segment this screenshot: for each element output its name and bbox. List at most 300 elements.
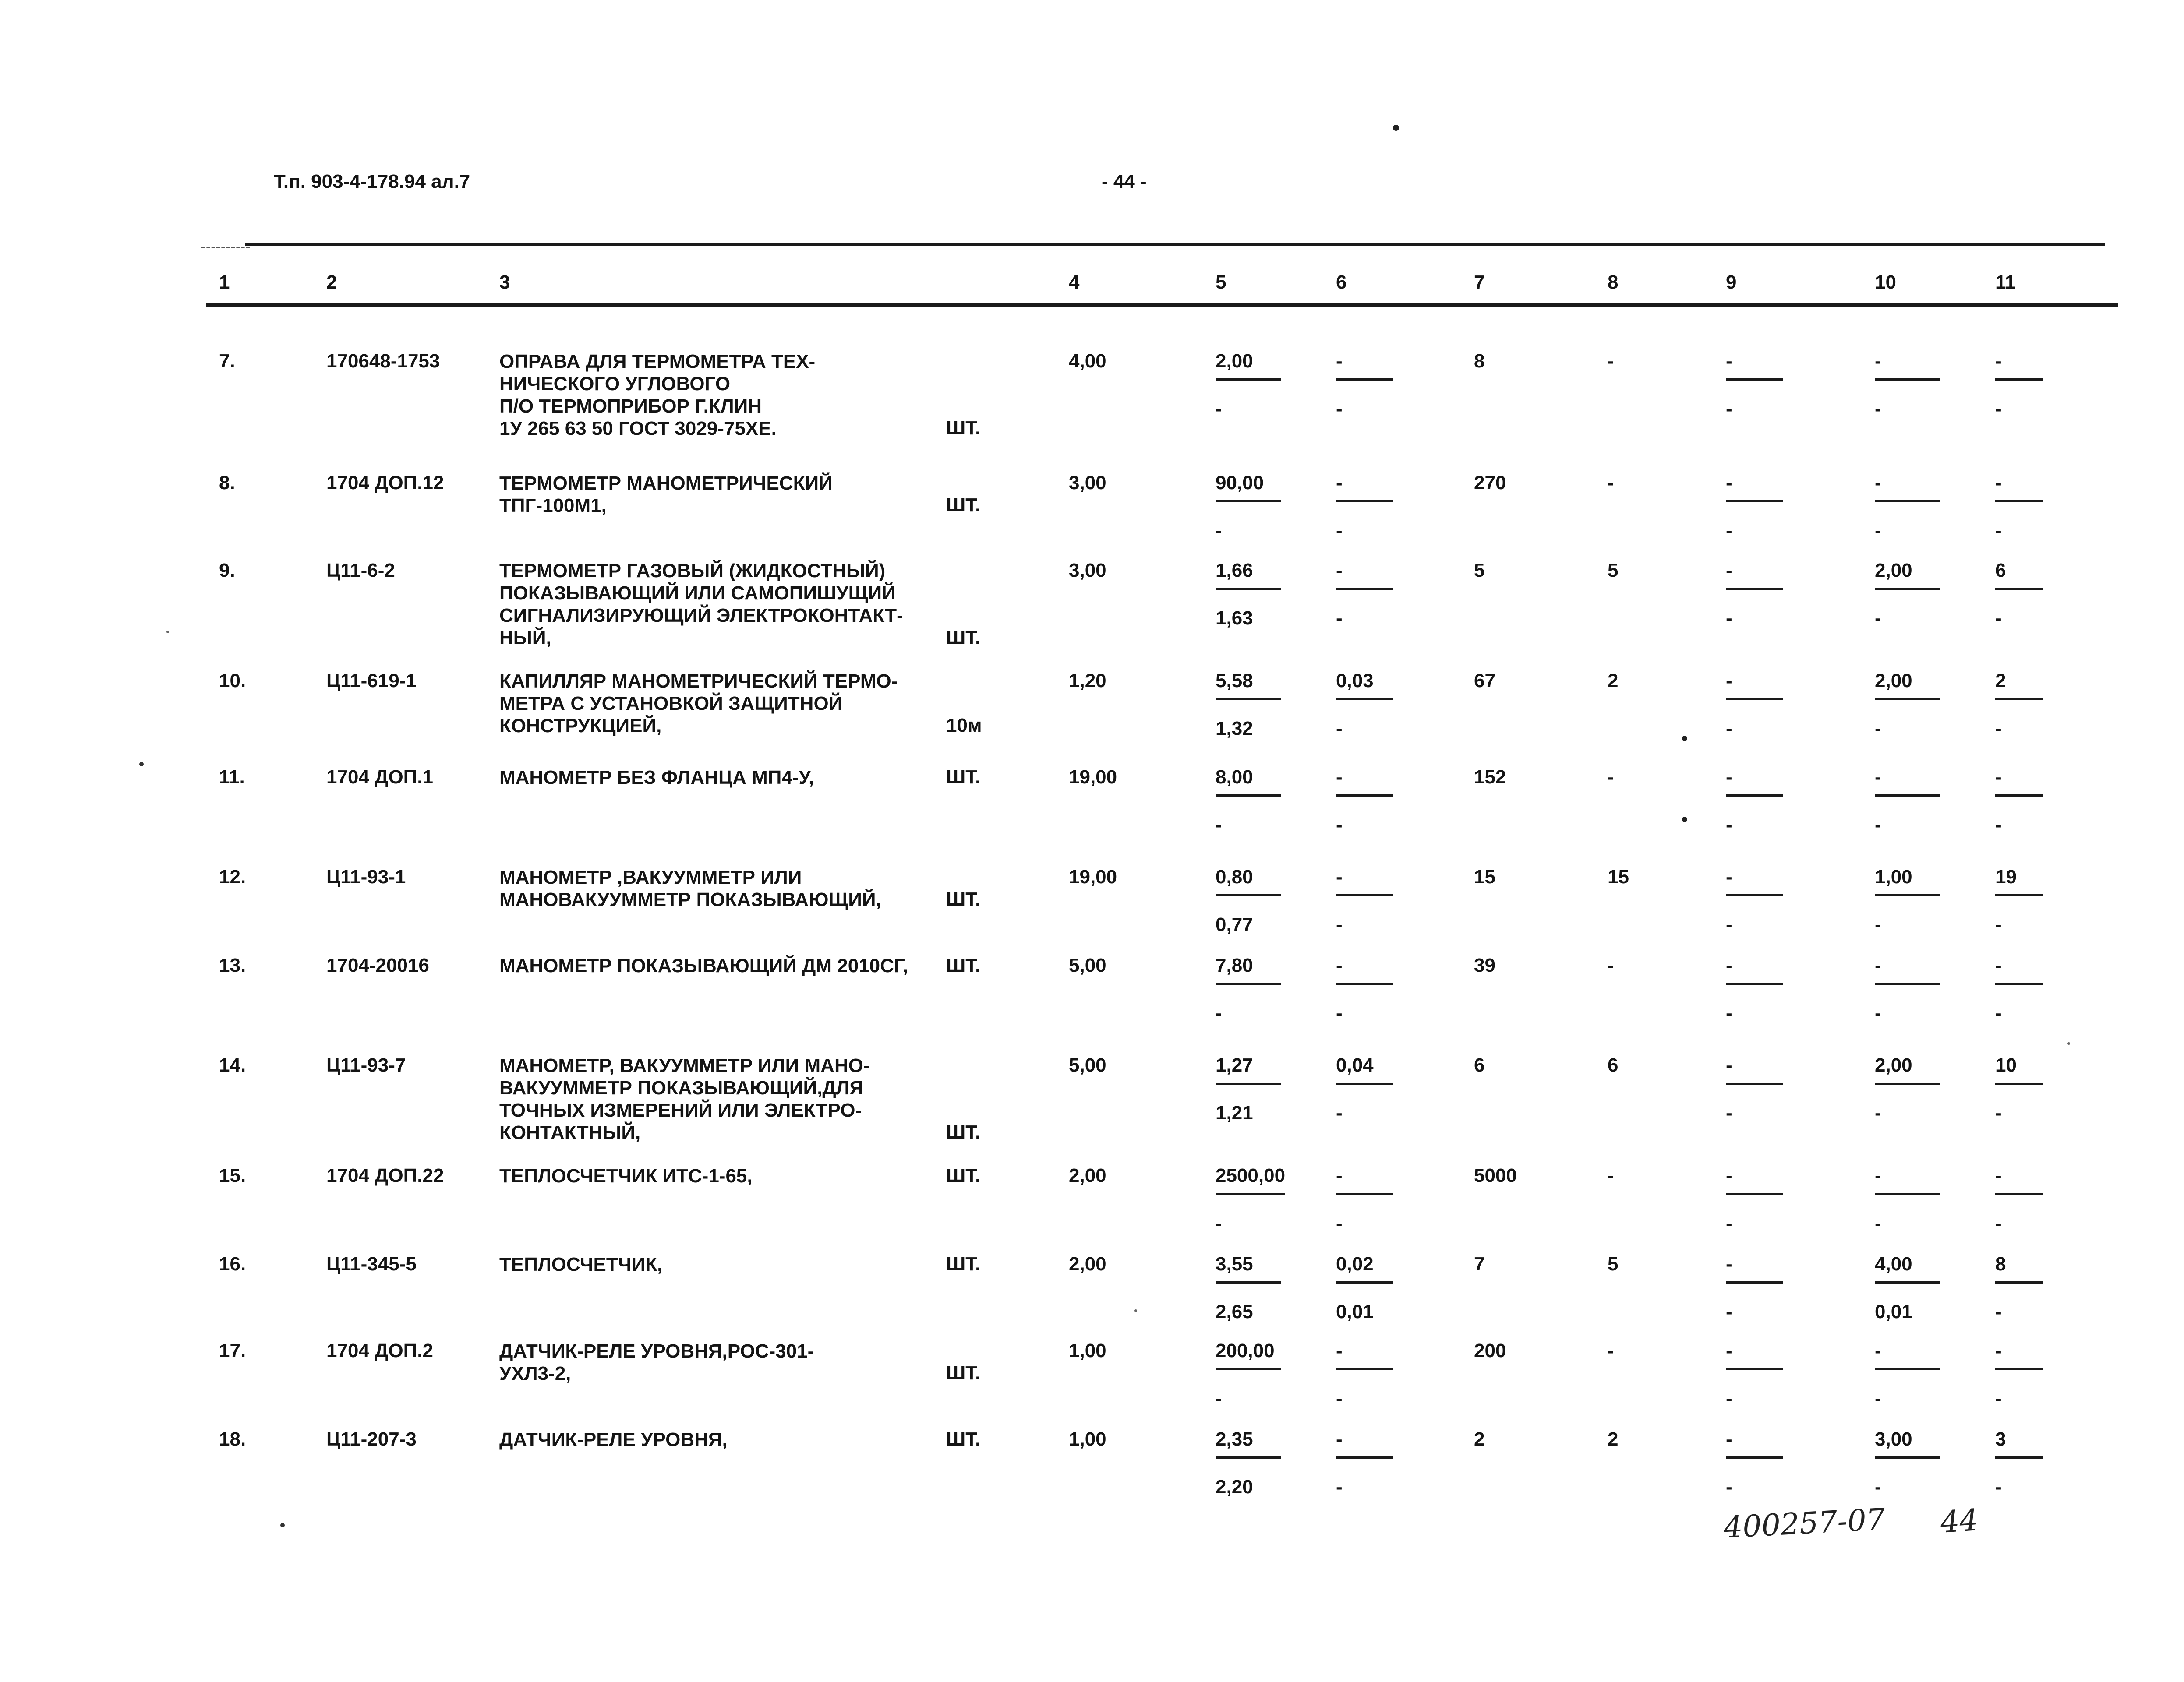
fraction-numerator: - <box>1875 766 1940 797</box>
fraction-denominator: - <box>1216 398 1222 420</box>
fraction-c6 <box>1336 560 1393 629</box>
fraction-denominator: - <box>1336 1388 1343 1409</box>
item-name-line: ДАТЧИК-РЕЛЕ УРОВНЯ, <box>499 1429 728 1450</box>
row-number: 17. <box>219 1340 246 1361</box>
fraction-numerator: - <box>1995 955 2043 985</box>
fraction-denominator: - <box>1726 1102 1732 1124</box>
fraction-c11 <box>1995 1428 2043 1498</box>
fraction-c11 <box>1995 955 2043 1024</box>
quantity: 1,00 <box>1069 1340 1106 1361</box>
fraction-c9 <box>1726 1253 1783 1323</box>
fraction-c11 <box>1995 1253 2043 1323</box>
quantity: 3,00 <box>1069 472 1106 494</box>
fraction-c5 <box>1216 560 1281 629</box>
fraction-c11 <box>1995 1165 2043 1234</box>
row-number: 12. <box>219 866 246 888</box>
fraction-denominator: - <box>1726 914 1732 935</box>
fraction-denominator: - <box>1726 1301 1732 1322</box>
column-number-4: 4 <box>1069 272 1080 293</box>
fraction-numerator: 2,00 <box>1875 1054 1940 1085</box>
fraction-c10 <box>1875 955 1940 1024</box>
fraction-numerator: - <box>1336 1428 1393 1459</box>
item-code: 1704 ДОП.2 <box>326 1340 433 1361</box>
unit: ШТ. <box>946 417 981 439</box>
fraction-numerator: - <box>1995 766 2043 797</box>
item-code: 170648-1753 <box>326 350 440 372</box>
top-rule-dashed <box>201 247 250 250</box>
fraction-denominator: - <box>1726 1002 1732 1024</box>
fraction-c6 <box>1336 1340 1393 1410</box>
column-number-3: 3 <box>499 272 510 293</box>
fraction-numerator: - <box>1995 350 2043 381</box>
fraction-denominator: - <box>1875 1388 1881 1409</box>
fraction-c5 <box>1216 1054 1281 1124</box>
fraction-numerator: 3 <box>1995 1428 2043 1459</box>
fraction-numerator: 2500,00 <box>1216 1165 1285 1195</box>
column-7-value: 5000 <box>1474 1165 1517 1186</box>
fraction-denominator: - <box>1995 914 2002 935</box>
fraction-denominator: - <box>1875 398 1881 420</box>
fraction-denominator: - <box>1875 1213 1881 1234</box>
fraction-c11 <box>1995 866 2043 936</box>
column-8-value: - <box>1608 1340 1614 1361</box>
item-name-line: ТЕПЛОСЧЕТЧИК, <box>499 1254 663 1275</box>
fraction-c9 <box>1726 866 1783 936</box>
fraction-numerator: - <box>1875 472 1940 502</box>
scan-speck <box>1682 736 1687 741</box>
item-name-line: НИЧЕСКОГО УГЛОВОГО <box>499 373 731 395</box>
fraction-c5 <box>1216 1340 1281 1410</box>
fraction-numerator: 90,00 <box>1216 472 1281 502</box>
column-number-9: 9 <box>1726 272 1737 293</box>
row-number: 16. <box>219 1253 246 1275</box>
item-name-line: ТПГ-100М1, <box>499 495 607 516</box>
fraction-c9 <box>1726 766 1783 836</box>
column-number-5: 5 <box>1216 272 1226 293</box>
item-name-line: МЕТРА С УСТАНОВКОЙ ЗАЩИТНОЙ <box>499 693 843 714</box>
fraction-denominator: - <box>1875 718 1881 739</box>
fraction-c10 <box>1875 1340 1940 1410</box>
fraction-denominator: - <box>1995 398 2002 420</box>
fraction-c9 <box>1726 1340 1783 1410</box>
item-code: 1704 ДОП.1 <box>326 766 433 788</box>
fraction-numerator: 3,00 <box>1875 1428 1940 1459</box>
item-code: Ц11-6-2 <box>326 560 395 581</box>
item-code: Ц11-207-3 <box>326 1428 417 1450</box>
row-number: 18. <box>219 1428 246 1450</box>
item-code: 1704-20016 <box>326 955 429 976</box>
unit: ШТ. <box>946 1362 981 1384</box>
fraction-numerator: 1,27 <box>1216 1054 1281 1085</box>
fraction-denominator: - <box>1336 1102 1343 1124</box>
fraction-denominator: - <box>1995 814 2002 836</box>
quantity: 2,00 <box>1069 1165 1106 1186</box>
fraction-c5 <box>1216 1428 1281 1498</box>
fraction-denominator: 2,20 <box>1216 1476 1253 1498</box>
fraction-c6 <box>1336 866 1393 936</box>
fraction-c9 <box>1726 560 1783 629</box>
item-code: Ц11-345-5 <box>326 1253 417 1275</box>
item-code: Ц11-93-1 <box>326 866 406 888</box>
column-7-value: 5 <box>1474 560 1485 581</box>
fraction-c6 <box>1336 1165 1393 1234</box>
item-name <box>499 1253 662 1276</box>
fraction-numerator: - <box>1336 472 1393 502</box>
fraction-c5 <box>1216 766 1281 836</box>
page-number: - 44 - <box>1102 171 1147 192</box>
fraction-denominator: - <box>1726 814 1732 836</box>
fraction-denominator: - <box>1875 1002 1881 1024</box>
fraction-c9 <box>1726 1428 1783 1498</box>
quantity: 1,20 <box>1069 670 1106 691</box>
fraction-c10 <box>1875 1428 1940 1498</box>
item-name-line: 1У 265 63 50 ГОСТ 3029-75ХЕ. <box>499 418 777 439</box>
item-name-line: МАНОМЕТР ,ВАКУУММЕТР ИЛИ <box>499 867 802 888</box>
fraction-denominator: - <box>1995 1476 2002 1498</box>
fraction-numerator: 2,00 <box>1216 350 1281 381</box>
fraction-denominator: - <box>1995 1102 2002 1124</box>
fraction-c5 <box>1216 1253 1281 1323</box>
fraction-c5 <box>1216 670 1281 740</box>
item-name <box>499 1428 728 1451</box>
column-8-value: - <box>1608 472 1614 494</box>
fraction-denominator: 2,65 <box>1216 1301 1253 1322</box>
fraction-numerator: - <box>1995 472 2043 502</box>
fraction-numerator: - <box>1336 1165 1393 1195</box>
fraction-numerator: - <box>1875 1340 1940 1370</box>
fraction-denominator: - <box>1336 1476 1343 1498</box>
scan-speck <box>2067 1042 2070 1045</box>
fraction-denominator: - <box>1336 520 1343 541</box>
scan-speck <box>280 1523 285 1527</box>
fraction-c10 <box>1875 1165 1940 1234</box>
fraction-numerator: 2,35 <box>1216 1428 1281 1459</box>
column-8-value: 15 <box>1608 866 1629 888</box>
unit: ШТ. <box>946 766 981 788</box>
fraction-denominator: - <box>1726 520 1732 541</box>
fraction-numerator: 4,00 <box>1875 1253 1940 1284</box>
fraction-numerator: 2,00 <box>1875 560 1940 590</box>
fraction-numerator: - <box>1726 670 1783 700</box>
fraction-numerator: - <box>1336 866 1393 896</box>
item-name-line: МАНОВАКУУММЕТР ПОКАЗЫВАЮЩИЙ, <box>499 889 881 910</box>
fraction-numerator: - <box>1875 350 1940 381</box>
item-name-line: ВАКУУММЕТР ПОКАЗЫВАЮЩИЙ,ДЛЯ <box>499 1077 864 1099</box>
column-8-value: 2 <box>1608 1428 1619 1450</box>
item-name <box>499 955 908 977</box>
fraction-numerator: 0,03 <box>1336 670 1393 700</box>
scan-speck <box>1393 125 1399 131</box>
fraction-denominator: - <box>1875 607 1881 629</box>
fraction-denominator: - <box>1995 1301 2002 1322</box>
fraction-numerator: - <box>1726 1340 1783 1370</box>
fraction-c11 <box>1995 350 2043 420</box>
column-7-value: 200 <box>1474 1340 1506 1361</box>
column-8-value: - <box>1608 766 1614 788</box>
column-number-7: 7 <box>1474 272 1485 293</box>
column-7-value: 39 <box>1474 955 1495 976</box>
fraction-c6 <box>1336 766 1393 836</box>
item-name-line: МАНОМЕТР ПОКАЗЫВАЮЩИЙ ДМ 2010СГ, <box>499 955 908 977</box>
item-name-line: СИГНАЛИЗИРУЮЩИЙ ЭЛЕКТРОКОНТАКТ- <box>499 605 903 626</box>
fraction-denominator: 1,63 <box>1216 607 1253 629</box>
quantity: 3,00 <box>1069 560 1106 581</box>
scan-speck <box>1682 817 1687 822</box>
fraction-c10 <box>1875 472 1940 542</box>
fraction-denominator: - <box>1995 1213 2002 1234</box>
unit: ШТ. <box>946 1165 981 1186</box>
fraction-denominator: - <box>1726 1213 1732 1234</box>
header-rule <box>206 303 2118 307</box>
fraction-denominator: 0,77 <box>1216 914 1253 935</box>
fraction-denominator: - <box>1216 814 1222 836</box>
column-7-value: 270 <box>1474 472 1506 494</box>
column-8-value: - <box>1608 955 1614 976</box>
fraction-numerator: 0,80 <box>1216 866 1281 896</box>
fraction-numerator: 1,66 <box>1216 560 1281 590</box>
fraction-numerator: 3,55 <box>1216 1253 1281 1284</box>
quantity: 1,00 <box>1069 1428 1106 1450</box>
item-name-line: ТОЧНЫХ ИЗМЕРЕНИЙ ИЛИ ЭЛЕКТРО- <box>499 1100 862 1121</box>
fraction-numerator: 19 <box>1995 866 2043 896</box>
fraction-c10 <box>1875 1054 1940 1124</box>
column-7-value: 152 <box>1474 766 1506 788</box>
item-name-line: КОНТАКТНЫЙ, <box>499 1122 641 1143</box>
quantity: 4,00 <box>1069 350 1106 372</box>
fraction-denominator: - <box>1875 1102 1881 1124</box>
fraction-denominator: - <box>1216 520 1222 541</box>
fraction-numerator: 6 <box>1995 560 2043 590</box>
fraction-numerator: - <box>1726 560 1783 590</box>
unit: ШТ. <box>946 1121 981 1143</box>
column-8-value: 5 <box>1608 560 1619 581</box>
item-name-line: УХЛ3-2, <box>499 1363 571 1384</box>
quantity: 19,00 <box>1069 866 1117 888</box>
item-name <box>499 766 814 789</box>
fraction-denominator: 0,01 <box>1875 1301 1912 1322</box>
fraction-denominator: 0,01 <box>1336 1301 1374 1322</box>
fraction-denominator: - <box>1995 1388 2002 1409</box>
fraction-c10 <box>1875 866 1940 936</box>
item-code: 1704 ДОП.22 <box>326 1165 444 1186</box>
fraction-c11 <box>1995 670 2043 740</box>
fraction-c9 <box>1726 955 1783 1024</box>
unit: 10м <box>946 715 982 736</box>
column-number-1: 1 <box>219 272 230 293</box>
unit: ШТ. <box>946 889 981 910</box>
fraction-denominator: - <box>1216 1002 1222 1024</box>
fraction-denominator: 1,32 <box>1216 718 1253 739</box>
fraction-c6 <box>1336 350 1393 420</box>
item-name <box>499 866 881 911</box>
handwritten-page: 44 <box>1939 1503 1980 1540</box>
fraction-denominator: - <box>1336 914 1343 935</box>
fraction-c6 <box>1336 670 1393 740</box>
fraction-c10 <box>1875 1253 1940 1323</box>
item-name <box>499 560 903 649</box>
fraction-denominator: - <box>1216 1388 1222 1409</box>
row-number: 13. <box>219 955 246 976</box>
column-7-value: 8 <box>1474 350 1485 372</box>
row-number: 11. <box>219 766 245 788</box>
quantity: 5,00 <box>1069 1054 1106 1076</box>
unit: ШТ. <box>946 494 981 516</box>
fraction-c6 <box>1336 955 1393 1024</box>
fraction-c9 <box>1726 472 1783 542</box>
fraction-c6 <box>1336 1054 1393 1124</box>
fraction-denominator: - <box>1875 1476 1881 1498</box>
column-7-value: 6 <box>1474 1054 1485 1076</box>
item-name <box>499 1340 814 1385</box>
fraction-denominator: - <box>1995 1002 2002 1024</box>
fraction-numerator: - <box>1726 955 1783 985</box>
column-number-2: 2 <box>326 272 337 293</box>
fraction-numerator: 2,00 <box>1875 670 1940 700</box>
quantity: 2,00 <box>1069 1253 1106 1275</box>
item-name <box>499 350 815 440</box>
column-7-value: 15 <box>1474 866 1495 888</box>
fraction-denominator: - <box>1726 1476 1732 1498</box>
item-name <box>499 670 898 737</box>
column-8-value: 5 <box>1608 1253 1619 1275</box>
fraction-denominator: 1,21 <box>1216 1102 1253 1124</box>
fraction-numerator: - <box>1336 955 1393 985</box>
fraction-c10 <box>1875 670 1940 740</box>
fraction-numerator: - <box>1875 955 1940 985</box>
column-8-value: - <box>1608 1165 1614 1186</box>
item-name-line: ТЕПЛОСЧЕТЧИК ИТС-1-65, <box>499 1165 753 1187</box>
fraction-c11 <box>1995 766 2043 836</box>
fraction-numerator: - <box>1336 1340 1393 1370</box>
fraction-denominator: - <box>1995 718 2002 739</box>
column-7-value: 2 <box>1474 1428 1485 1450</box>
fraction-denominator: - <box>1995 607 2002 629</box>
row-number: 10. <box>219 670 246 691</box>
quantity: 5,00 <box>1069 955 1106 976</box>
item-code: 1704 ДОП.12 <box>326 472 444 494</box>
fraction-numerator: 0,02 <box>1336 1253 1393 1284</box>
column-8-value: 2 <box>1608 670 1619 691</box>
fraction-c5 <box>1216 955 1281 1024</box>
fraction-c9 <box>1726 350 1783 420</box>
item-name-line: ОПРАВА ДЛЯ ТЕРМОМЕТРА ТЕХ- <box>499 351 816 372</box>
unit: ШТ. <box>946 955 981 976</box>
column-number-10: 10 <box>1875 272 1896 293</box>
item-name-line: ПОКАЗЫВАЮЩИЙ ИЛИ САМОПИШУЩИЙ <box>499 582 896 604</box>
row-number: 15. <box>219 1165 246 1186</box>
fraction-numerator: - <box>1875 1165 1940 1195</box>
item-name-line: ДАТЧИК-РЕЛЕ УРОВНЯ,РОС-301- <box>499 1340 814 1362</box>
item-name-line: МАНОМЕТР БЕЗ ФЛАНЦА МП4-У, <box>499 767 814 788</box>
quantity: 19,00 <box>1069 766 1117 788</box>
fraction-numerator: 200,00 <box>1216 1340 1281 1370</box>
row-number: 9. <box>219 560 235 581</box>
fraction-c6 <box>1336 1253 1393 1323</box>
fraction-numerator: - <box>1726 1054 1783 1085</box>
fraction-denominator: - <box>1726 398 1732 420</box>
unit: ШТ. <box>946 1253 981 1275</box>
scan-speck <box>1134 1309 1137 1312</box>
column-number-6: 6 <box>1336 272 1347 293</box>
item-name <box>499 1165 753 1187</box>
fraction-c5 <box>1216 866 1281 936</box>
fraction-c5 <box>1216 1165 1285 1234</box>
unit: ШТ. <box>946 1428 981 1450</box>
fraction-numerator: - <box>1726 766 1783 797</box>
fraction-denominator: - <box>1336 607 1343 629</box>
fraction-c6 <box>1336 1428 1393 1498</box>
fraction-numerator: - <box>1336 560 1393 590</box>
fraction-c9 <box>1726 1054 1783 1124</box>
item-name <box>499 1054 870 1144</box>
fraction-denominator: - <box>1336 814 1343 836</box>
fraction-c11 <box>1995 1340 2043 1410</box>
item-name-line: ТЕРМОМЕТР ГАЗОВЫЙ (ЖИДКОСТНЫЙ) <box>499 560 886 582</box>
row-number: 7. <box>219 350 235 372</box>
handwritten-code: 400257-07 <box>1723 1502 1886 1545</box>
scan-speck <box>166 631 169 633</box>
fraction-numerator: - <box>1726 1253 1783 1284</box>
fraction-numerator: - <box>1336 350 1393 381</box>
fraction-denominator: - <box>1336 1213 1343 1234</box>
column-number-8: 8 <box>1608 272 1619 293</box>
fraction-denominator: - <box>1875 814 1881 836</box>
fraction-numerator: - <box>1995 1165 2043 1195</box>
item-name-line: МАНОМЕТР, ВАКУУММЕТР ИЛИ МАНО- <box>499 1055 870 1076</box>
fraction-numerator: 1,00 <box>1875 866 1940 896</box>
item-name-line: НЫЙ, <box>499 627 551 649</box>
fraction-numerator: - <box>1726 1428 1783 1459</box>
fraction-denominator: - <box>1875 914 1881 935</box>
document-reference: Т.п. 903-4-178.94 ал.7 <box>274 171 470 192</box>
item-name-line: П/О ТЕРМОПРИБОР Г.КЛИН <box>499 395 762 417</box>
fraction-c10 <box>1875 766 1940 836</box>
fraction-numerator: - <box>1995 1340 2043 1370</box>
fraction-numerator: 10 <box>1995 1054 2043 1085</box>
fraction-c9 <box>1726 670 1783 740</box>
column-8-value: - <box>1608 350 1614 372</box>
unit: ШТ. <box>946 627 981 648</box>
fraction-denominator: - <box>1726 718 1732 739</box>
fraction-numerator: - <box>1336 766 1393 797</box>
fraction-c6 <box>1336 472 1393 542</box>
fraction-denominator: - <box>1216 1213 1222 1234</box>
column-number-11: 11 <box>1995 272 2016 293</box>
item-name <box>499 472 833 517</box>
item-code: Ц11-93-7 <box>326 1054 406 1076</box>
fraction-numerator: - <box>1726 866 1783 896</box>
fraction-c11 <box>1995 472 2043 542</box>
fraction-c5 <box>1216 472 1281 542</box>
fraction-denominator: - <box>1726 1388 1732 1409</box>
fraction-numerator: 0,04 <box>1336 1054 1393 1085</box>
fraction-c9 <box>1726 1165 1783 1234</box>
fraction-denominator: - <box>1995 520 2002 541</box>
fraction-numerator: - <box>1726 472 1783 502</box>
fraction-denominator: - <box>1336 718 1343 739</box>
top-rule <box>245 243 2105 246</box>
fraction-numerator: 2 <box>1995 670 2043 700</box>
row-number: 14. <box>219 1054 246 1076</box>
fraction-denominator: - <box>1726 607 1732 629</box>
scan-speck <box>139 762 144 766</box>
fraction-c5 <box>1216 350 1281 420</box>
fraction-denominator: - <box>1336 1002 1343 1024</box>
fraction-c11 <box>1995 560 2043 629</box>
item-name-line: ТЕРМОМЕТР МАНОМЕТРИЧЕСКИЙ <box>499 473 833 494</box>
item-name-line: КАПИЛЛЯР МАНОМЕТРИЧЕСКИЙ ТЕРМО- <box>499 670 898 692</box>
column-7-value: 7 <box>1474 1253 1485 1275</box>
